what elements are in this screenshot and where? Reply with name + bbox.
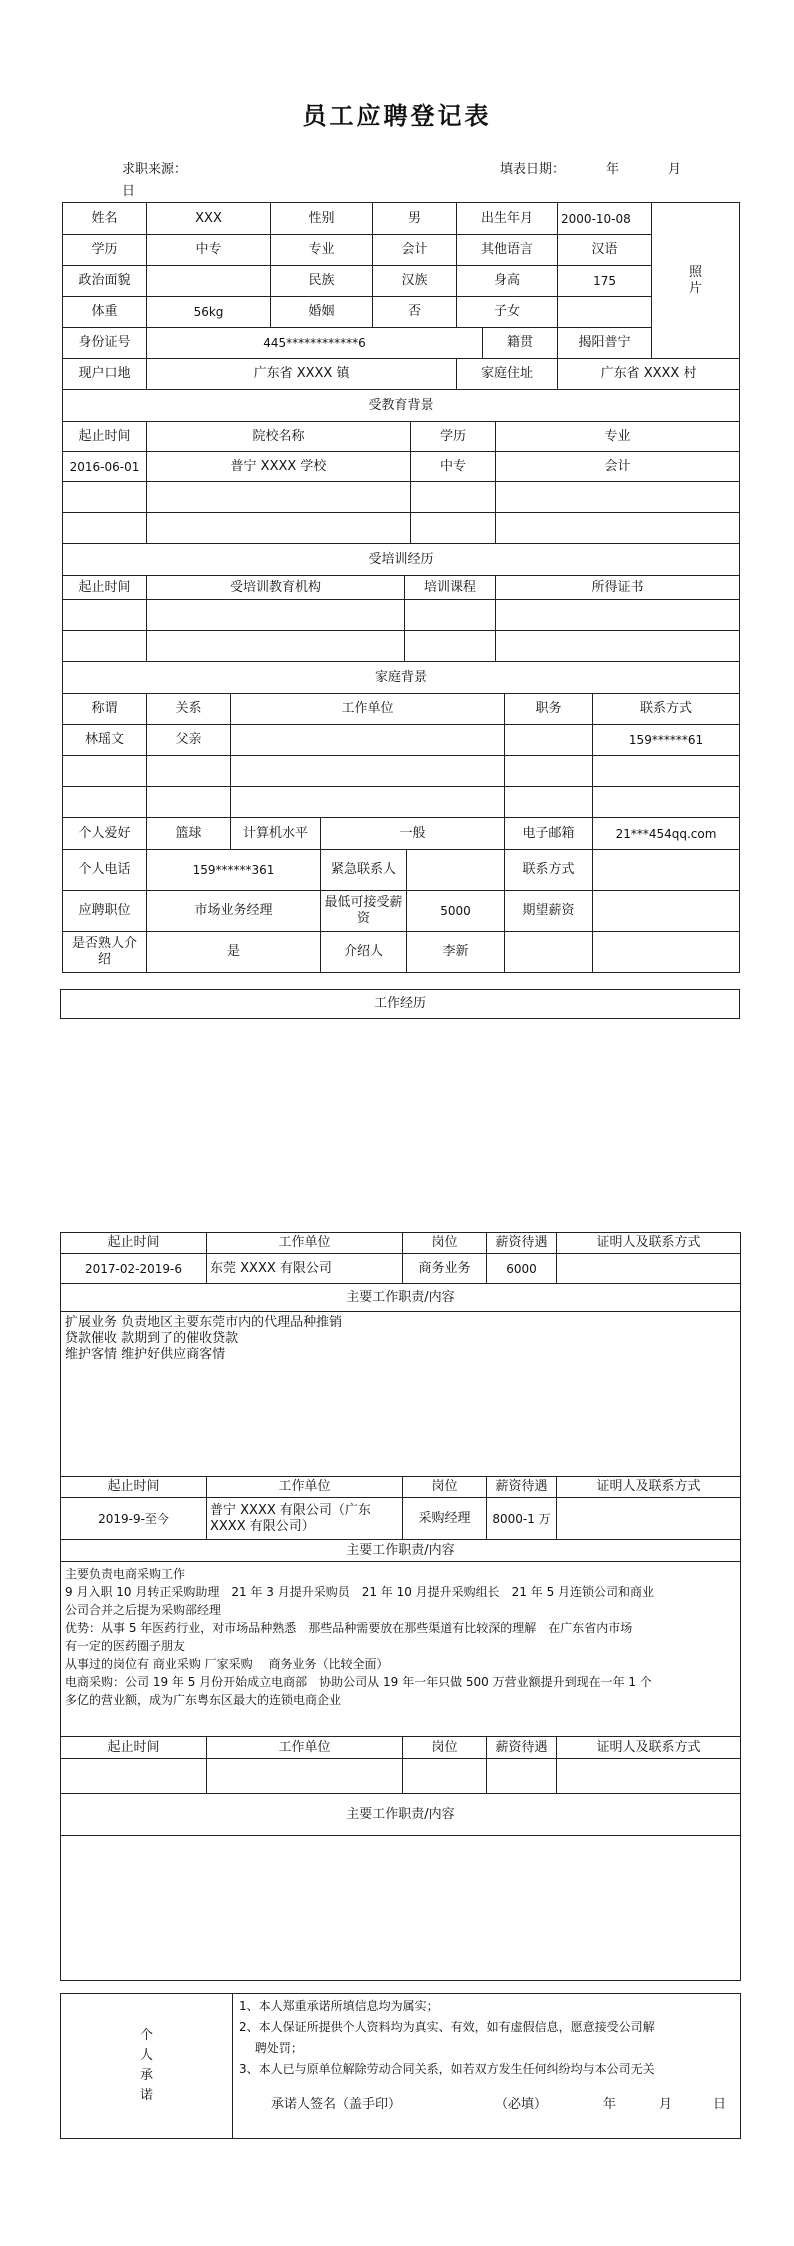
work-1-period[interactable]: 2017-02-2019-6 — [61, 1254, 207, 1284]
work-header-post: 岗位 — [403, 1233, 487, 1254]
edu-value[interactable]: 中专 — [147, 235, 271, 266]
training-empty-cell[interactable] — [496, 631, 740, 662]
promise-label — [61, 1994, 233, 2139]
promise-line: 3、本人已与原单位解除劳动合同关系，如若双方发生任何纠纷均与本公司无关 — [239, 2062, 655, 2076]
family-empty-cell[interactable] — [593, 787, 740, 818]
height-label: 身高 — [457, 266, 558, 297]
computer-value[interactable]: 一般 — [321, 818, 505, 850]
work-3-post[interactable] — [403, 1759, 487, 1794]
name-label: 姓名 — [63, 203, 147, 235]
family-header-employer: 工作单位 — [231, 694, 505, 725]
work-1-duty-line: 贷款催收 款期到了的催收贷款 — [65, 1331, 239, 1346]
work-header-period: 起止时间 — [61, 1477, 207, 1498]
work-2-duty-line: 有一定的医药圈子朋友 — [65, 1639, 186, 1653]
family-header-relation: 关系 — [147, 694, 231, 725]
major-label: 专业 — [271, 235, 373, 266]
work-header-company: 工作单位 — [207, 1233, 403, 1254]
edu-row-major[interactable]: 会计 — [496, 452, 740, 482]
edu-empty-cell[interactable] — [411, 482, 496, 513]
photo-label-1: 照 — [689, 264, 703, 280]
birth-value[interactable]: 2000-10-08 — [558, 203, 652, 235]
gender-value[interactable]: 男 — [373, 203, 457, 235]
politics-label: 政治面貌 — [63, 266, 147, 297]
education-section-title: 受教育背景 — [63, 390, 740, 422]
children-label: 子女 — [457, 297, 558, 328]
promise-label-char: 个 — [139, 2028, 153, 2043]
ethnic-label: 民族 — [271, 266, 373, 297]
training-empty-cell[interactable] — [405, 631, 496, 662]
sign-label: 承诺人签名（盖手印） — [271, 2097, 402, 2112]
work-2-period[interactable]: 2019-9-至今 — [61, 1498, 207, 1540]
family-header-title: 称谓 — [63, 694, 147, 725]
family-empty-cell[interactable] — [147, 787, 231, 818]
position-label: 应聘职位 — [63, 891, 147, 932]
work-1-post[interactable]: 商务业务 — [403, 1254, 487, 1284]
family-header-contact: 联系方式 — [593, 694, 740, 725]
marital-label: 婚姻 — [271, 297, 373, 328]
edu-row-degree[interactable]: 中专 — [411, 452, 496, 482]
family-row-job[interactable] — [505, 725, 593, 756]
work-1-company[interactable]: 东莞 XXXX 有限公司 — [207, 1254, 403, 1284]
position-value[interactable]: 市场业务经理 — [147, 891, 321, 932]
work-1-duties[interactable] — [61, 1312, 741, 1477]
work-3-salary[interactable] — [487, 1759, 557, 1794]
hobby-label: 个人爱好 — [63, 818, 147, 850]
edu-empty-cell[interactable] — [147, 513, 411, 544]
signature-line — [239, 2090, 734, 2120]
family-empty-cell[interactable] — [505, 756, 593, 787]
name-value[interactable]: XXX — [147, 203, 271, 235]
work-1-reference[interactable] — [557, 1254, 741, 1284]
personal-info-table — [62, 202, 740, 390]
work-3-period[interactable] — [61, 1759, 207, 1794]
edu-empty-cell[interactable] — [147, 482, 411, 513]
training-empty-cell[interactable] — [147, 631, 405, 662]
work-2-duty-line: 9 月入职 10 月转正采购助理 21 年 3 月提升采购员 21 年 10 月提升采购组长 21 年 5 月连锁公司和商业 — [65, 1585, 655, 1599]
training-table — [62, 543, 740, 662]
children-value[interactable] — [558, 297, 652, 328]
work-header-period: 起止时间 — [61, 1737, 207, 1759]
promise-line: 2、本人保证所提供个人资料均为真实、有效，如有虚假信息，愿意接受公司解 — [239, 2020, 655, 2034]
promise-label-char: 人 — [139, 2048, 153, 2063]
gender-label: 性别 — [271, 203, 373, 235]
family-table — [62, 661, 740, 818]
training-empty-cell[interactable] — [63, 600, 147, 631]
work-1-duty-label: 主要工作职责/内容 — [61, 1284, 741, 1312]
lang-value[interactable]: 汉语 — [558, 235, 652, 266]
family-row-contact[interactable]: 159******61 — [593, 725, 740, 756]
training-header-certificate: 所得证书 — [496, 576, 740, 600]
work-3-reference[interactable] — [557, 1759, 741, 1794]
work-header-salary: 薪资待遇 — [487, 1233, 557, 1254]
work-header-salary: 薪资待遇 — [487, 1477, 557, 1498]
email-label: 电子邮箱 — [505, 818, 593, 850]
date-year: 年 — [606, 162, 620, 177]
work-2-reference[interactable] — [557, 1498, 741, 1540]
source-label: 求职来源： — [122, 162, 188, 177]
training-header-period: 起止时间 — [63, 576, 147, 600]
referral-label: 是否熟人介绍 — [63, 932, 147, 973]
edu-header-degree: 学历 — [411, 422, 496, 452]
phone-value[interactable]: 159******361 — [147, 850, 321, 891]
promise-table — [60, 1993, 741, 2139]
training-header-institution: 受培训教育机构 — [147, 576, 405, 600]
family-empty-cell[interactable] — [231, 787, 505, 818]
work-header-period: 起止时间 — [61, 1233, 207, 1254]
date-month: 月 — [668, 162, 682, 177]
referral-empty-cell[interactable] — [593, 932, 740, 973]
sign-required: （必填） — [495, 2097, 548, 2112]
date-label: 填表日期： — [500, 162, 566, 177]
sign-month: 月 — [659, 2097, 673, 2112]
promise-label-char: 诺 — [139, 2088, 153, 2103]
work-header-reference: 证明人及联系方式 — [557, 1233, 741, 1254]
promise-line: 聘处罚； — [239, 2041, 303, 2055]
edu-header-major: 专业 — [496, 422, 740, 452]
contact-value[interactable] — [593, 850, 740, 891]
work-1-duty-line: 扩展业务 负责地区主要东莞市内的代理品种推销 — [65, 1315, 343, 1330]
edu-row-period[interactable]: 2016-06-01 — [63, 452, 147, 482]
edu-row-school[interactable]: 普宁 XXXX 学校 — [147, 452, 411, 482]
date-day: 日 — [122, 184, 136, 199]
work-header-post: 岗位 — [403, 1477, 487, 1498]
computer-label: 计算机水平 — [231, 818, 321, 850]
work-2-duties[interactable] — [61, 1562, 741, 1737]
training-header-course: 培训课程 — [405, 576, 496, 600]
promise-line: 1、本人郑重承诺所填信息均为属实； — [239, 1999, 439, 2013]
work-header-company: 工作单位 — [207, 1737, 403, 1759]
work-3-duties[interactable] — [61, 1836, 741, 1981]
referral-empty-cell[interactable] — [505, 932, 593, 973]
family-header-job: 职务 — [505, 694, 593, 725]
native-value[interactable]: 揭阳普宁 — [558, 328, 652, 359]
min-salary-value[interactable]: 5000 — [407, 891, 505, 932]
address-label: 家庭住址 — [457, 359, 558, 390]
work-header-reference: 证明人及联系方式 — [557, 1737, 741, 1759]
contact-label: 联系方式 — [505, 850, 593, 891]
edu-empty-cell[interactable] — [496, 482, 740, 513]
ethnic-value[interactable]: 汉族 — [373, 266, 457, 297]
hukou-value[interactable]: 广东省 XXXX 镇 — [147, 359, 457, 390]
family-row-relation[interactable]: 父亲 — [147, 725, 231, 756]
emergency-value[interactable] — [407, 850, 505, 891]
photo-box[interactable] — [652, 203, 740, 359]
promise-label-char: 承 — [139, 2068, 153, 2083]
edu-empty-cell[interactable] — [411, 513, 496, 544]
expected-salary-value[interactable] — [593, 891, 740, 932]
lang-label: 其他语言 — [457, 235, 558, 266]
family-empty-cell[interactable] — [147, 756, 231, 787]
work-2-duty-line: 优势：从事 5 年医药行业，对市场品种熟悉 那些品种需要放在那些渠道有比较深的理解 在广东省内市场 — [65, 1621, 633, 1635]
family-row-title[interactable]: 林瑶文 — [63, 725, 147, 756]
edu-empty-cell[interactable] — [63, 513, 147, 544]
edu-empty-cell[interactable] — [63, 482, 147, 513]
photo-label-2: 片 — [689, 280, 703, 296]
work-header-company: 工作单位 — [207, 1477, 403, 1498]
min-salary-label: 最低可接受薪资 — [321, 891, 407, 932]
other-info-table — [62, 817, 740, 973]
form-title: 员工应聘登记表 — [302, 101, 492, 130]
edu-label: 学历 — [63, 235, 147, 266]
politics-value[interactable] — [147, 266, 271, 297]
family-empty-cell[interactable] — [505, 787, 593, 818]
work-2-duty-line: 主要负责电商采购工作 — [65, 1567, 186, 1581]
work-header-reference: 证明人及联系方式 — [557, 1477, 741, 1498]
work-2-post[interactable]: 采购经理 — [403, 1498, 487, 1540]
native-label: 籍贯 — [483, 328, 558, 359]
email-value[interactable]: 21***454qq.com — [593, 818, 740, 850]
id-label: 身份证号 — [63, 328, 147, 359]
family-section-title: 家庭背景 — [63, 662, 740, 694]
work-1-salary[interactable]: 6000 — [487, 1254, 557, 1284]
introducer-value[interactable]: 李新 — [407, 932, 505, 973]
id-value[interactable]: 445************6 — [147, 328, 483, 359]
work-experience-table — [60, 1232, 741, 1981]
edu-empty-cell[interactable] — [496, 513, 740, 544]
edu-header-period: 起止时间 — [63, 422, 147, 452]
work-history-title-table — [60, 989, 740, 1019]
work-2-duty-label: 主要工作职责/内容 — [61, 1540, 741, 1562]
training-section-title: 受培训经历 — [63, 544, 740, 576]
work-2-duty-line: 公司合并之后提为采购部经理 — [65, 1603, 222, 1617]
work-2-duty-line: 多亿的营业额，成为广东粤东区最大的连锁电商企业 — [65, 1693, 342, 1707]
work-history-title: 工作经历 — [61, 990, 740, 1019]
height-value[interactable]: 175 — [558, 266, 652, 297]
work-2-company[interactable]: 普宁 XXXX 有限公司（广东 XXXX 有限公司） — [207, 1498, 403, 1540]
phone-label: 个人电话 — [63, 850, 147, 891]
training-empty-cell[interactable] — [63, 631, 147, 662]
training-empty-cell[interactable] — [405, 600, 496, 631]
hobby-value[interactable]: 篮球 — [147, 818, 231, 850]
birth-label: 出生年月 — [457, 203, 558, 235]
work-2-duty-line: 电商采购：公司 19 年 5 月份开始成立电商部 协助公司从 19 年一年只做 500 万营业额提升到现在一年 1 个 — [65, 1675, 652, 1689]
weight-label: 体重 — [63, 297, 147, 328]
work-2-salary[interactable]: 8000-1 万 — [487, 1498, 557, 1540]
education-table — [62, 389, 740, 544]
hukou-label: 现户口地 — [63, 359, 147, 390]
family-empty-cell[interactable] — [231, 756, 505, 787]
expected-salary-label: 期望薪资 — [505, 891, 593, 932]
marital-value[interactable]: 否 — [373, 297, 457, 328]
sign-day: 日 — [713, 2097, 727, 2112]
family-empty-cell[interactable] — [593, 756, 740, 787]
family-empty-cell[interactable] — [63, 787, 147, 818]
sign-year: 年 — [603, 2097, 617, 2112]
referral-value[interactable]: 是 — [147, 932, 321, 973]
family-row-employer[interactable] — [231, 725, 505, 756]
promise-content — [233, 1994, 741, 2139]
emergency-label: 紧急联系人 — [321, 850, 407, 891]
work-header-salary: 薪资待遇 — [487, 1737, 557, 1759]
work-3-company[interactable] — [207, 1759, 403, 1794]
introducer-label: 介绍人 — [321, 932, 407, 973]
address-value[interactable]: 广东省 XXXX 村 — [558, 359, 740, 390]
work-2-duty-line: 从事过的岗位有 商业采购 厂家采购 商务业务（比较全面） — [65, 1657, 389, 1671]
work-1-duty-line: 维护客情 维护好供应商客情 — [65, 1347, 226, 1362]
weight-value[interactable]: 56kg — [147, 297, 271, 328]
training-empty-cell[interactable] — [147, 600, 405, 631]
work-3-duty-label: 主要工作职责/内容 — [61, 1794, 741, 1836]
edu-header-school: 院校名称 — [147, 422, 411, 452]
work-header-post: 岗位 — [403, 1737, 487, 1759]
training-empty-cell[interactable] — [496, 600, 740, 631]
major-value[interactable]: 会计 — [373, 235, 457, 266]
family-empty-cell[interactable] — [63, 756, 147, 787]
